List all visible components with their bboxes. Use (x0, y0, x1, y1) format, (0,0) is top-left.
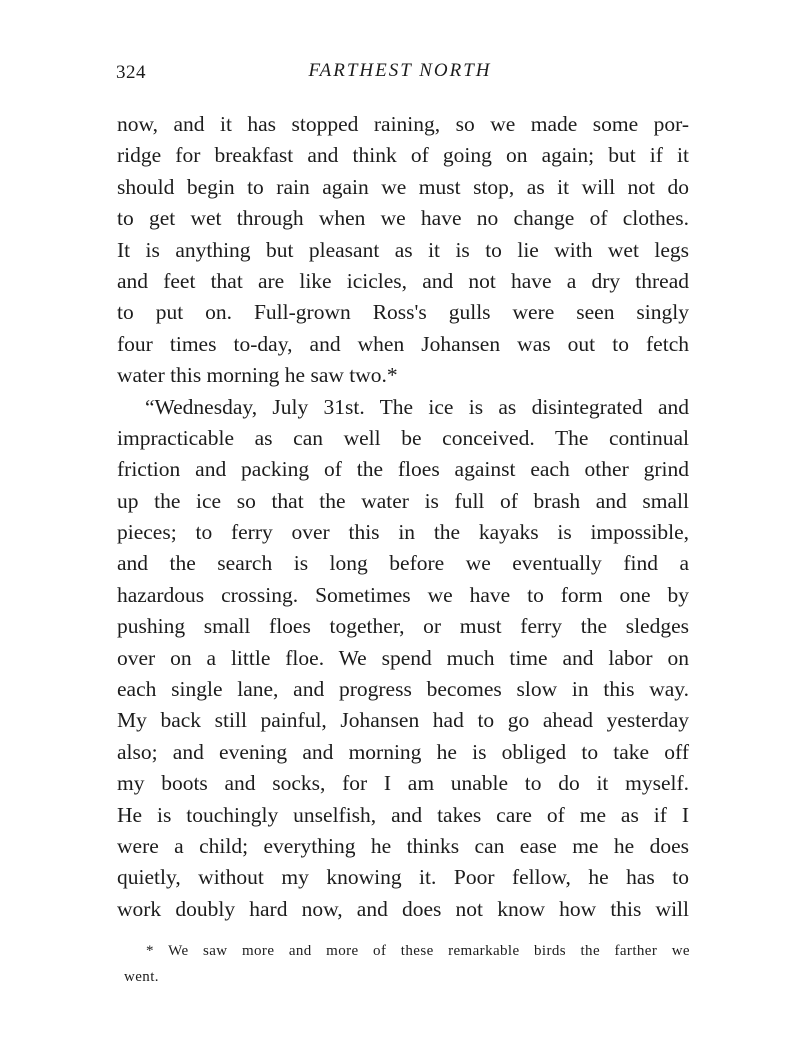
footnote-line: went. (124, 969, 159, 985)
running-title: FARTHEST NORTH (308, 60, 492, 81)
text-line: also; and evening and morning he is obliged to take off (117, 739, 689, 764)
text-line: up the ice so that the water is full of brash and small (117, 488, 689, 513)
text-line: friction and packing of the floes against each other grind (117, 457, 689, 482)
text-line: pieces; to ferry over this in the kayaks is impossible, (117, 520, 689, 545)
text-line: pushing small floes together, or must ferry the sledges (117, 614, 689, 639)
body-text (117, 109, 689, 925)
text-line: and the search is long before we eventually find a (117, 551, 689, 576)
text-line: impracticable as can well be conceived. The continual (117, 425, 689, 450)
text-line: quietly, without my knowing it. Poor fellow, he has to (117, 865, 689, 890)
text-line: to get wet through when we have no change of clothes. (117, 206, 689, 231)
text-line: should begin to rain again we must stop, as it will not do (117, 174, 689, 199)
footnote-line: * We saw more and more of these remarkable birds the farther we (146, 943, 690, 959)
text-line: to put on. Full-grown Ross's gulls were seen singly (117, 300, 689, 325)
text-line: It is anything but pleasant as it is to lie with wet legs (117, 237, 689, 262)
page-number: 324 (116, 62, 146, 83)
text-line: over on a little floe. We spend much time and labor on (117, 645, 689, 670)
text-line: hazardous crossing. Sometimes we have to form one by (117, 582, 689, 607)
text-line: my boots and socks, for I am unable to do it myself. (117, 771, 689, 796)
text-line: each single lane, and progress becomes slow in this way. (117, 677, 689, 702)
text-line: four times to-day, and when Johansen was out to fetch (117, 331, 689, 356)
text-line: He is touchingly unselfish, and takes care of me as if I (117, 802, 689, 827)
text-line: and feet that are like icicles, and not have a dry thread (117, 268, 689, 293)
text-line: water this morning he saw two.* (117, 363, 398, 388)
text-line: My back still painful, Johansen had to go ahead yesterday (117, 708, 689, 733)
text-line: work doubly hard now, and does not know how this will (117, 896, 689, 921)
text-line: now, and it has stopped raining, so we made some por- (117, 112, 689, 136)
text-line: ridge for breakfast and think of going on again; but if it (117, 143, 689, 168)
footnote (124, 938, 690, 990)
text-line: “Wednesday, July 31st. The ice is as disintegrated and (145, 394, 689, 419)
text-line: were a child; everything he thinks can ease me he does (117, 833, 689, 858)
